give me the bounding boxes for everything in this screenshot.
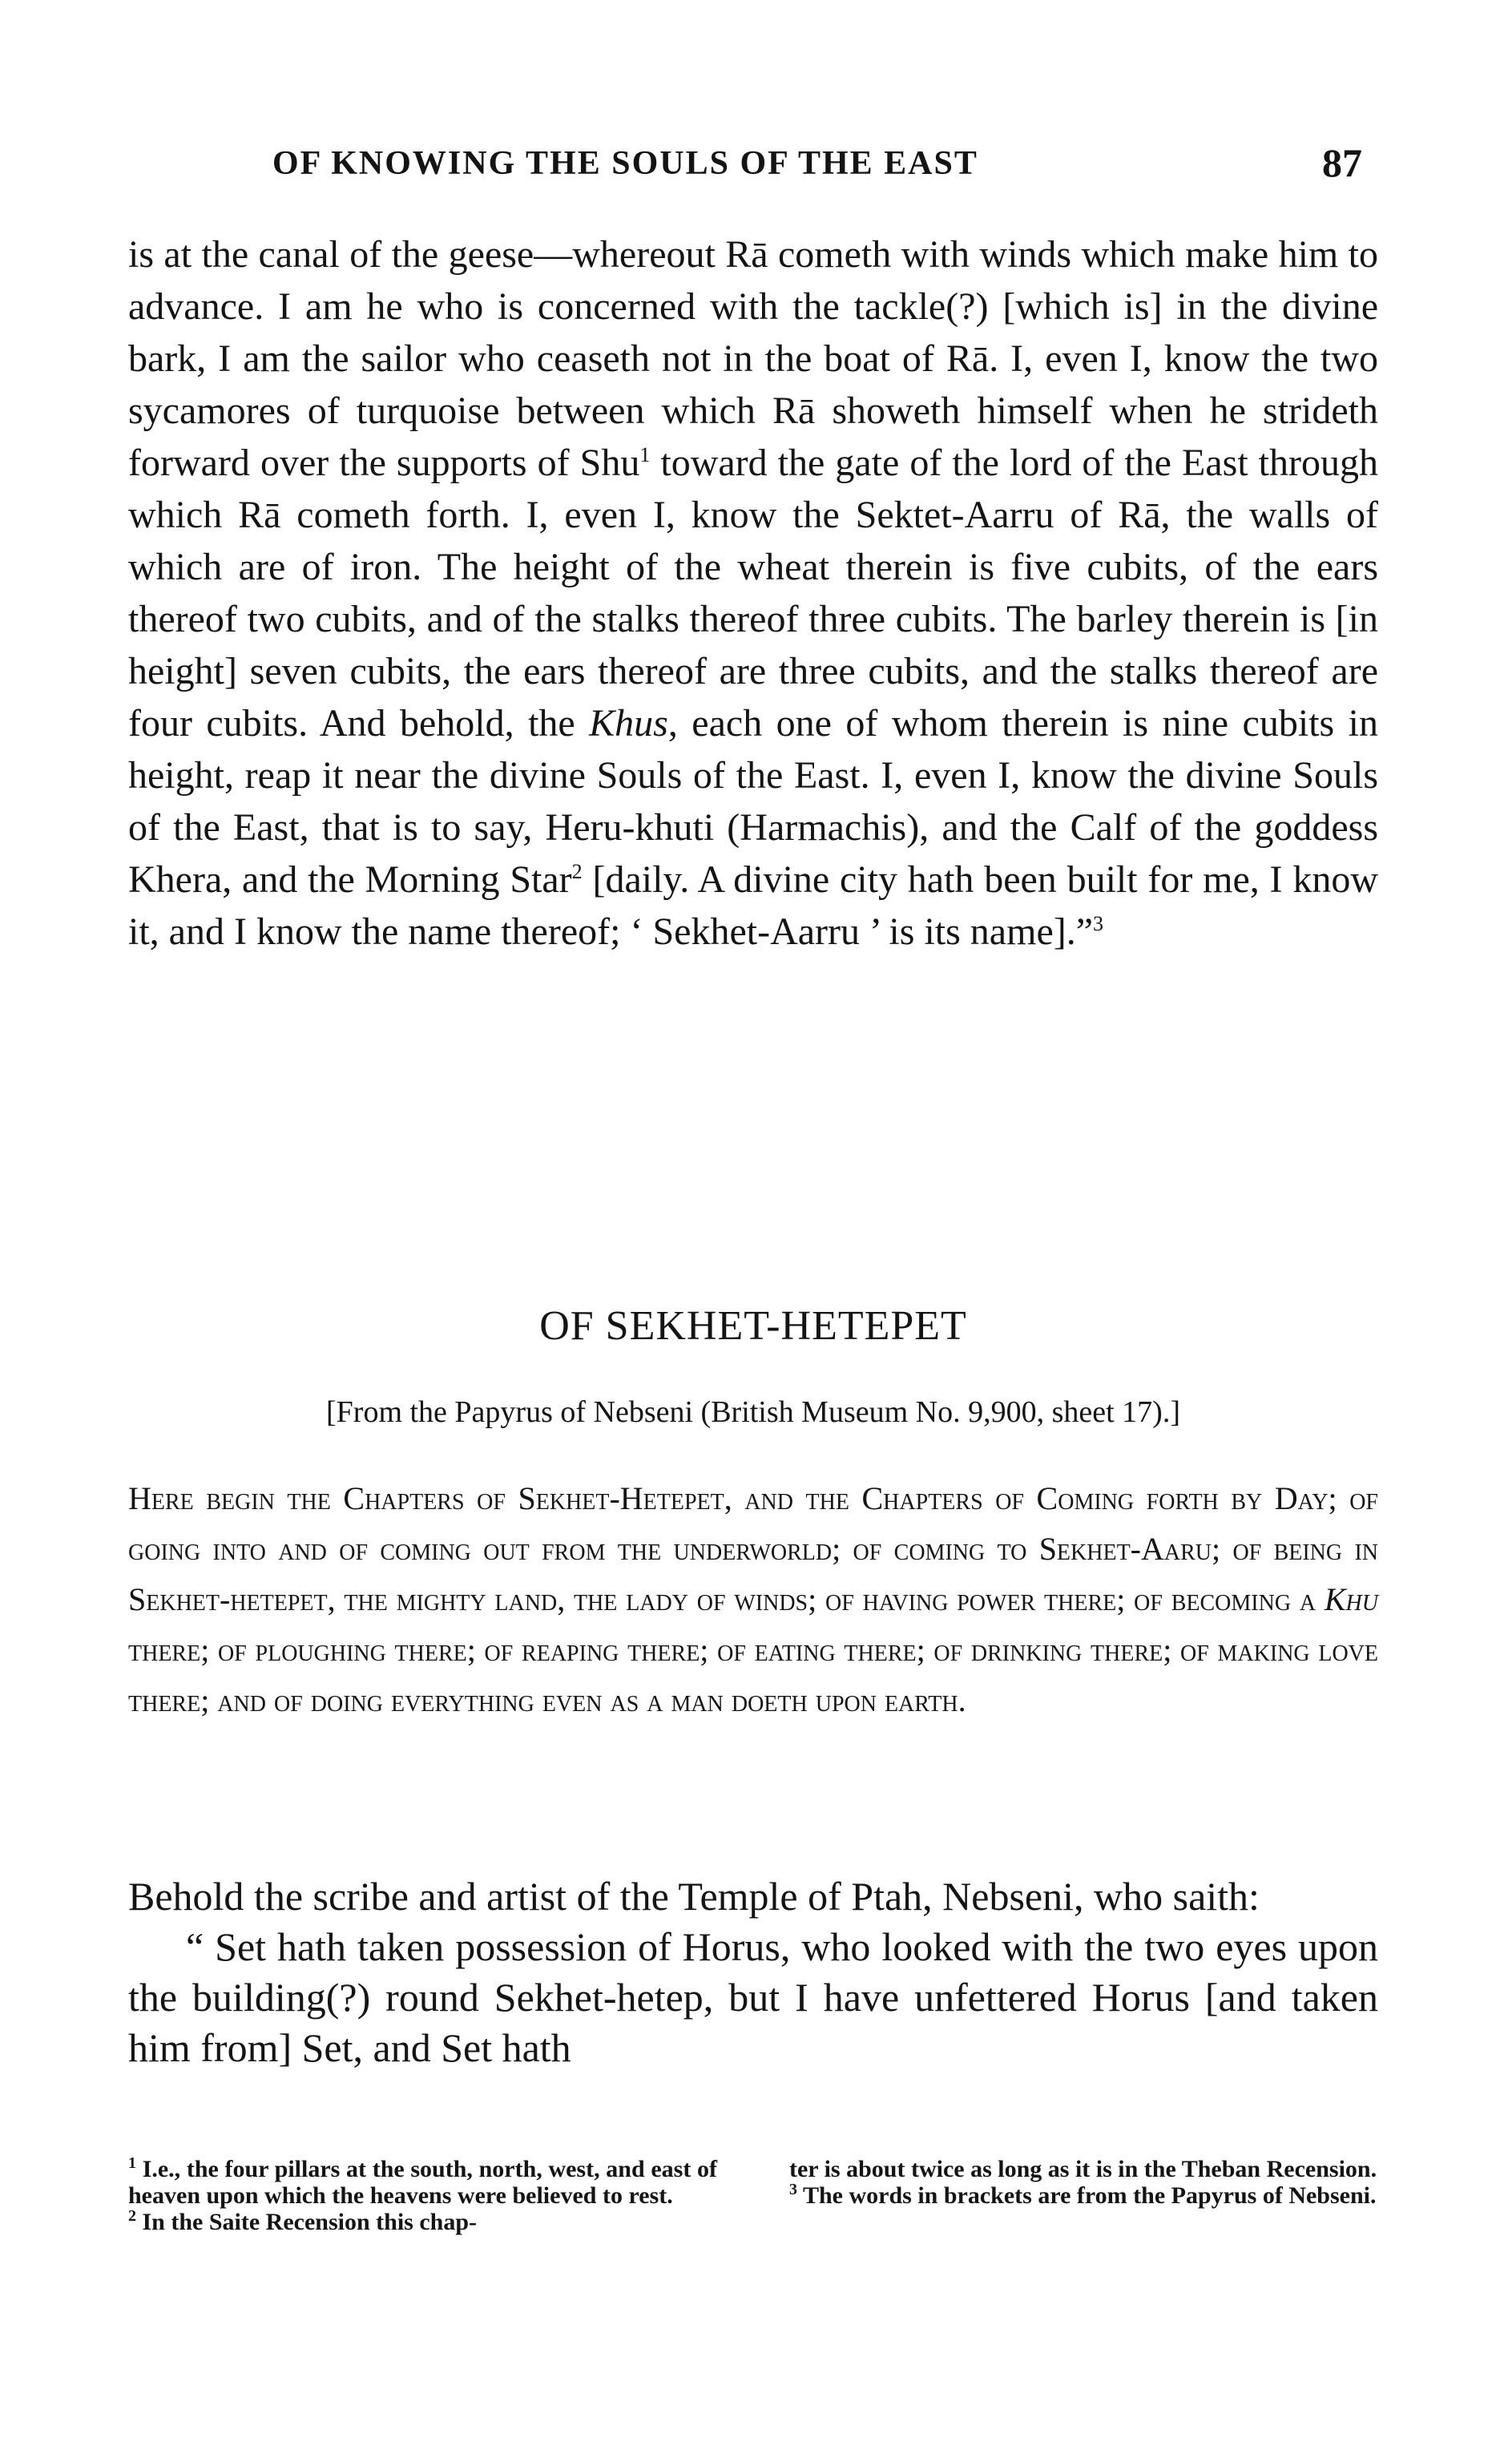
text-run: is at the canal of the geese—whereout Rā cometh with winds which make him to advance. I am he who is concerned with the tackle(?) [which is] in the divine bark, I am the sailor who ceaseth not in the boat of Rā. I, even I, know the two sycamores of turquoise between which Rā showeth himself when he strideth forward over the supports of Shu — [128, 233, 1378, 484]
running-title: OF KNOWING THE SOULS OF THE EAST — [272, 145, 978, 182]
footnote-mark: 1 — [128, 2154, 136, 2172]
footnote-mark: 3 — [789, 2181, 797, 2198]
text-run: Here begin the Chapters of Sekhet-Hetepet, and the Chapters of Coming forth by Day; of going into and of coming out from the underworld; of coming to Sekhet-Aaru; of being in Sekhet-hetepet, the mighty land, the lady of winds; of having power there; of becoming a — [128, 1480, 1378, 1617]
paragraph-text — [128, 228, 1378, 958]
text-run: toward the gate of the lord of the East through which Rā cometh forth. I, even I, know the Sektet-Aarru of Rā, the walls of which are of iron. The height of the wheat therein is five cubits, of the ears thereof two cubits, and of the stalks thereof three cubits. The barley therein is [in height] seven cubits, the ears thereof are three cubits, and the stalks thereof are four cubits. And behold, the — [128, 442, 1378, 745]
text-run: [daily. A divine city hath been built for me, I know it, and I know the name thereof; ‘ Sekhet-Aarru ’ is its name].” — [128, 858, 1378, 953]
italic-term-khu: Khu — [1324, 1581, 1378, 1617]
footnote-ref-1: 1 — [639, 443, 651, 466]
italic-term-khus: Khus — [589, 702, 668, 745]
footnote-mark: 2 — [128, 2207, 136, 2225]
footnote-ref-3: 3 — [1093, 912, 1104, 935]
footnote-ref-2: 2 — [571, 860, 583, 883]
footnote-1 — [128, 2156, 717, 2209]
quote-paragraph: “ Set hath taken possession of Horus, who looked with the two eyes upon the building(?) round Sekhet-hetep, but I have unfettered Horus [and taken him from] Set, and Set hath — [128, 1924, 1378, 2070]
footnote-text: In the Saite Recension this chap- — [142, 2209, 478, 2235]
chapter-text — [128, 1871, 1378, 2073]
footnote-text: The words in brackets are from the Papyrus of Nebseni. — [802, 2182, 1377, 2209]
body-paragraph — [128, 228, 1378, 958]
footnote-column-left — [128, 2156, 717, 2235]
footnote-text: I.e., the four pillars at the south, north, west, and east of heaven upon which the heavens were believed to rest. — [128, 2156, 717, 2209]
footnotes — [128, 2156, 1378, 2235]
page-number: 87 — [1322, 140, 1362, 185]
running-head — [128, 140, 1378, 192]
footnote-2-end: ter is about twice as long as it is in the Theban Recension. — [789, 2156, 1377, 2182]
chapter-intro — [128, 1473, 1378, 1725]
footnote-column-right — [789, 2156, 1378, 2235]
text-run: , each one of whom therein is nine cubits in height, reap it near the divine Souls of the East. I, even I, know the divine Souls of the East, that is to say, Heru-khuti (Harmachis), and the Calf of the goddess Khera, and the Morning Star — [128, 702, 1378, 901]
section-heading: OF SEKHET-HETEPET — [539, 1303, 967, 1349]
scribe-line: Behold the scribe and artist of the Temple of Ptah, Nebseni, who saith: — [128, 1874, 1260, 1919]
text-run: there; of ploughing there; of reaping there; of eating there; of drinking there; of making love there; and of doing everything even as a man doeth upon earth. — [128, 1632, 1378, 1718]
source-note: [From the Papyrus of Nebseni (British Museum No. 9,900, sheet 17).] — [326, 1395, 1180, 1429]
footnote-2-start — [128, 2209, 717, 2235]
footnote-3 — [789, 2182, 1378, 2209]
